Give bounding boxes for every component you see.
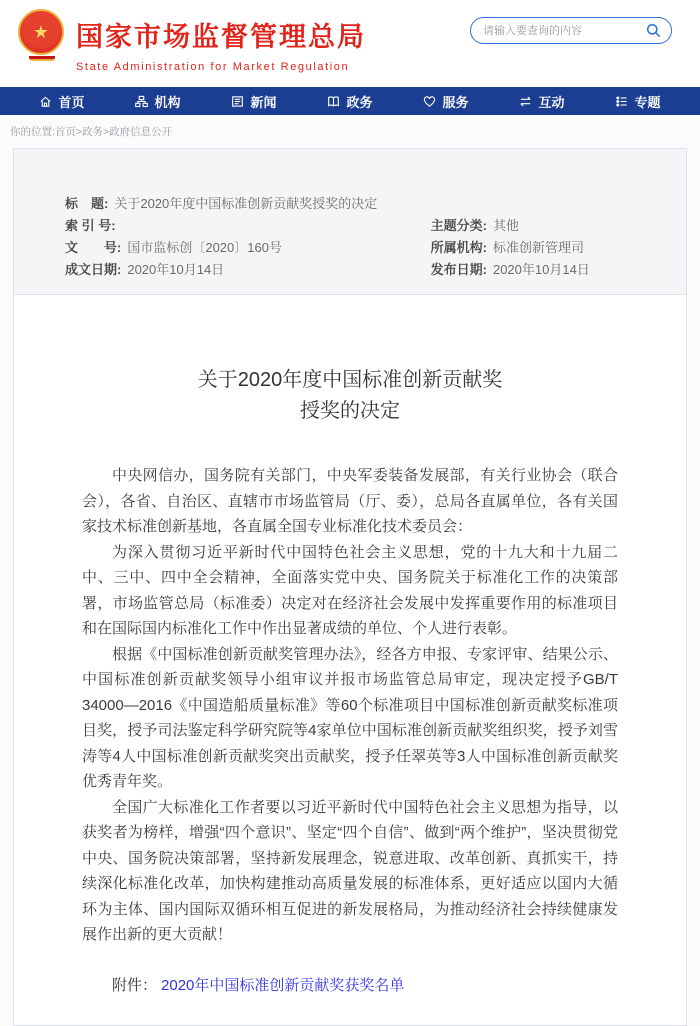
search-icon[interactable] bbox=[646, 23, 662, 39]
document-title bbox=[82, 365, 618, 427]
document-meta-panel bbox=[13, 148, 687, 295]
nav-item-news[interactable] bbox=[231, 92, 276, 111]
meta-value: 国市监标创〔2020〕160号 bbox=[127, 240, 282, 255]
content-area bbox=[13, 148, 687, 1026]
meta-value: 2020年10月14日 bbox=[127, 262, 225, 277]
meta-value: 标准创新管理司 bbox=[492, 240, 584, 255]
site-header bbox=[0, 0, 700, 87]
interact-icon bbox=[519, 95, 532, 108]
national-emblem-logo bbox=[18, 9, 66, 61]
meta-field-index-no bbox=[14, 215, 431, 237]
emblem-ribbon bbox=[29, 56, 55, 61]
service-icon bbox=[423, 95, 436, 108]
topic-icon bbox=[615, 95, 628, 108]
nav-item-home[interactable] bbox=[39, 92, 84, 111]
paragraph: 为深入贯彻习近平新时代中国特色社会主义思想，党的十九大和十九届二中、三中、四中全会精神，全面落实党中央、国务院关于标准化工作的决策部署，市场监管总局（标准委）决定对在经济社会发展中发挥重要作用的标准项目和在国际国内标准化工作中作出显著成绩的单位、个人进行表彰。 bbox=[82, 543, 618, 637]
gov-icon bbox=[327, 95, 340, 108]
site-title: 国家市场监督管理总局 bbox=[76, 22, 366, 52]
meta-label: 主题分类: bbox=[430, 218, 487, 233]
meta-value: 2020年10月14日 bbox=[492, 262, 590, 277]
site-subtitle: State Administration for Market Regulation bbox=[76, 61, 350, 73]
attachment-link[interactable]: 2020年中国标准创新贡献奖获奖名单 bbox=[161, 976, 405, 994]
news-icon bbox=[231, 95, 244, 108]
meta-label: 所属机构: bbox=[430, 240, 487, 255]
nav-item-interact[interactable] bbox=[519, 92, 564, 111]
nav-item-org[interactable] bbox=[135, 92, 180, 111]
search-box bbox=[470, 17, 672, 44]
nav-item-label: 新闻 bbox=[250, 94, 277, 110]
meta-row-title bbox=[14, 193, 686, 215]
paragraph: 全国广大标准化工作者要以习近平新时代中国特色社会主义思想为指导，以获奖者为榜样，增强“四个意识”、坚定“四个自信”、做到“两个维护”，坚决贯彻党中央、国务院决策部署，坚持新发展理念，锐意进取、改革创新、真抓实干，持续深化标准化改革，加快构建推动高质量发展的标准体系，更好适应以国内大循环为主体、国内国际双循环相互促进的新发展格局，为推动经济社会持续健康发展作出新的更大贡献！ bbox=[82, 798, 618, 943]
meta-label: 发布日期: bbox=[430, 262, 487, 277]
nav-item-topic[interactable] bbox=[615, 92, 660, 111]
nav-item-gov[interactable] bbox=[327, 92, 372, 111]
meta-field-date-published bbox=[431, 259, 686, 281]
nav-item-service[interactable] bbox=[423, 92, 468, 111]
org-icon bbox=[135, 95, 148, 108]
breadcrumb[interactable]: 你的位置:首页>政务>政府信息公开 bbox=[10, 126, 173, 138]
meta-value: 其他 bbox=[492, 218, 519, 233]
attachment-label: 附件： bbox=[112, 976, 158, 994]
main-nav bbox=[0, 87, 700, 115]
meta-label: 标 题: bbox=[65, 196, 109, 211]
meta-field-doc-no bbox=[14, 237, 431, 259]
paragraph: 中央网信办，国务院有关部门，中央军委装备发展部，有关行业协会（联合会），各省、自治区、直辖市市场监管局（厅、委），总局各直属单位，各有关国家技术标准创新基地，各直属全国专业标准化技术委员会： bbox=[82, 467, 618, 535]
meta-row-dates bbox=[14, 259, 686, 281]
document-title-line2: 授奖的决定 bbox=[300, 400, 400, 422]
star-icon: ★ bbox=[32, 22, 50, 42]
meta-cell-empty bbox=[431, 193, 686, 215]
meta-label: 文 号: bbox=[65, 240, 122, 255]
emblem-circle bbox=[18, 9, 64, 55]
site-titles bbox=[76, 15, 366, 73]
nav-item-label: 互动 bbox=[538, 94, 565, 110]
nav-item-label: 首页 bbox=[58, 94, 85, 110]
nav-item-label: 专题 bbox=[634, 94, 661, 110]
nav-item-label: 政务 bbox=[346, 94, 373, 110]
document-title-line1: 关于2020年度中国标准创新贡献奖 bbox=[197, 369, 503, 391]
home-icon bbox=[39, 95, 52, 108]
meta-field-agency bbox=[431, 237, 686, 259]
search-input[interactable] bbox=[483, 25, 646, 37]
paragraph: 根据《中国标准创新贡献奖管理办法》，经各方申报、专家评审、结果公示、中国标准创新贡献奖领导小组审议并报市场监管总局审定，现决定授予GB/T 34000—2016《中国造船质量标准》等60个标准项目中国标准创新贡献奖标准项目奖，授予司法鉴定科学研究院等4家单位中国标准创新贡献奖组织奖，授予刘雪涛等4人中国标准创新贡献奖突出贡献奖，授予任翠英等3人中国标准创新贡献奖优秀青年奖。 bbox=[82, 645, 618, 790]
document-text bbox=[82, 463, 618, 948]
meta-field-title bbox=[14, 193, 431, 215]
meta-label: 成文日期: bbox=[65, 262, 122, 277]
meta-value: 关于2020年度中国标准创新贡献奖授奖的决定 bbox=[114, 196, 378, 211]
nav-item-label: 服务 bbox=[442, 94, 469, 110]
meta-row-docno bbox=[14, 237, 686, 259]
meta-label: 索 引 号: bbox=[65, 218, 116, 233]
nav-item-label: 机构 bbox=[154, 94, 181, 110]
meta-field-date-written bbox=[14, 259, 431, 281]
document-body-panel bbox=[13, 295, 687, 1026]
meta-row-index bbox=[14, 215, 686, 237]
attachment-row bbox=[82, 974, 618, 995]
meta-field-subject bbox=[431, 215, 686, 237]
